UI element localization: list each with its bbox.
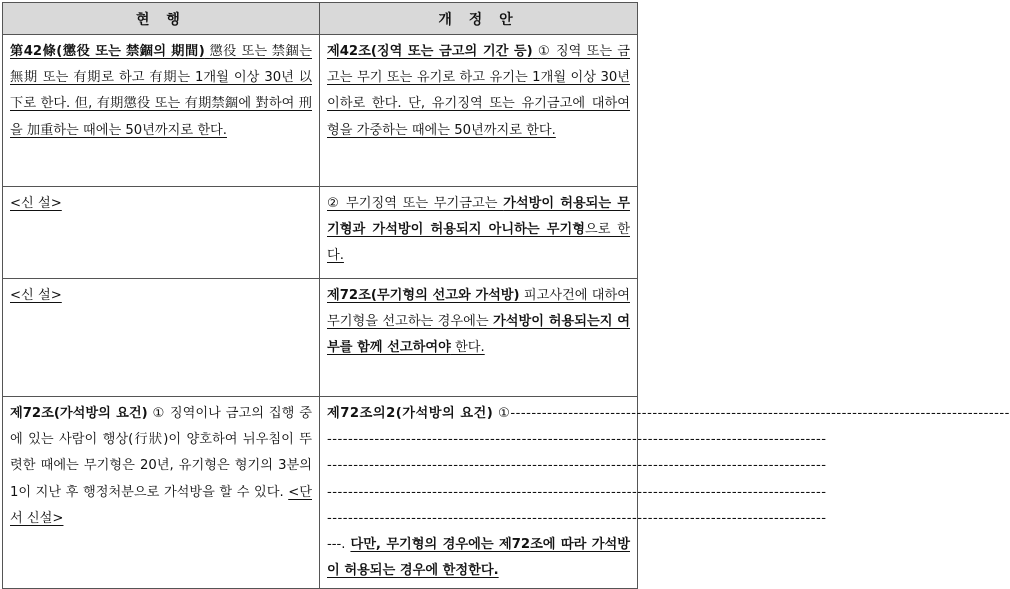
current-new-provision xyxy=(3,187,320,279)
header-current: 현 행 xyxy=(3,3,320,35)
article-body: ① 징역 또는 금고는 무기 또는 유기로 하고 유기는 1개월 이상 30년 이하로 한다. 단, 유기징역 또는 유기금고에 대하여 형을 가중하는 때에는 50년까지로 한다. xyxy=(327,44,630,138)
header-proposed: 개 정 안 xyxy=(320,3,638,35)
comparison-table xyxy=(2,2,1010,589)
table-row xyxy=(3,397,638,589)
article-body: 懲役 또는 禁錮는 無期 또는 有期로 하고 有期는 1개월 이상 30년 以下로 한다. 但, 有期懲役 또는 有期禁錮에 對하여 刑을 加重하는 때에는 50년까지로 한다. xyxy=(10,44,312,138)
omission-dashes: ----------------------------------------------------------------------------------------------- xyxy=(327,484,827,500)
article-title: 제72조(무기형의 선고와 가석방) xyxy=(327,288,520,303)
current-article-72 xyxy=(3,397,320,589)
table-row xyxy=(3,35,638,187)
proviso-text: 다만, 무기형의 경우에는 제72조에 따라 가석방이 허용되는 경우에 한정한다. xyxy=(327,537,630,579)
omission-lead: ---. xyxy=(327,537,351,553)
current-article-42 xyxy=(3,35,320,187)
proposed-article-72 xyxy=(320,279,638,397)
omission-dashes: ----------------------------------------------------------------------------------------------- xyxy=(327,510,827,526)
omission-dashes: ----------------------------------------------------------------------------------------------- xyxy=(327,432,827,448)
article-title: 제72조(가석방의 요건) xyxy=(10,406,148,421)
paragraph-number: ① xyxy=(493,406,511,421)
current-new-provision xyxy=(3,279,320,397)
table-row xyxy=(3,187,638,279)
article-title: 제72조의2(가석방의 요건) xyxy=(327,406,494,421)
omission-dashes: ----------------------------------------------------------------------------------------------- xyxy=(510,406,1010,421)
table-row xyxy=(3,279,638,397)
article-title: 第42條(懲役 또는 禁錮의 期間) xyxy=(10,44,205,59)
article-body: ① 징역이나 금고의 집행 중에 있는 사람이 행상(行狀)이 양호하여 뉘우침이 뚜렷한 때에는 무기형은 20년, 유기형은 형기의 3분의 1이 지난 후 행정처분으로 가석방을 할 수 있다. xyxy=(10,406,312,500)
article-post: 한다. xyxy=(450,340,485,356)
paragraph-pre: ② 무기징역 또는 무기금고는 xyxy=(327,196,504,211)
new-provision-label: <신 설> xyxy=(10,288,62,303)
proposed-article-72-2 xyxy=(320,397,1010,589)
proposed-article-42 xyxy=(320,35,638,187)
proposed-paragraph-2 xyxy=(320,187,638,279)
paragraph-bold: 가석방이 허용되는 무기형과 가석방이 허용되지 아니하는 무기형 xyxy=(327,196,630,238)
article-pre: 피고사건에 대하여 무기형을 선고하는 경우에는 xyxy=(327,288,630,330)
proviso-new-label: <단서 신설> xyxy=(10,484,312,526)
header-row xyxy=(3,3,638,35)
article-title: 제42조(징역 또는 금고의 기간 등) xyxy=(327,44,533,59)
omission-dashes: ----------------------------------------------------------------------------------------------- xyxy=(327,458,827,474)
paragraph-post: 으로 한다. xyxy=(327,222,630,264)
article-bold: 가석방이 허용되는지 여부를 함께 선고하여야 xyxy=(327,314,630,356)
new-provision-label: <신 설> xyxy=(10,196,62,211)
